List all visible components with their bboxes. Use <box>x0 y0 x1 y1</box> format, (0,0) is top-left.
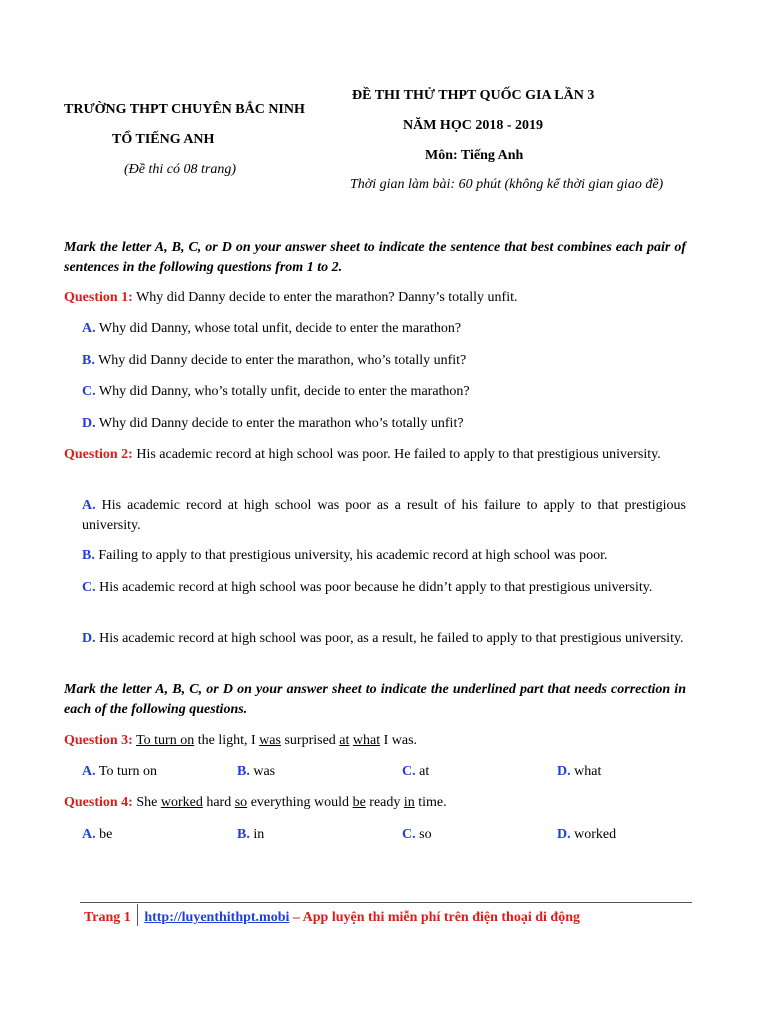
option-text: Why did Danny decide to enter the marathon who’s totally unfit? <box>98 416 464 431</box>
department-name: TỔ TIẾNG ANH <box>112 132 215 147</box>
underlined-part: To turn on <box>136 733 195 748</box>
sentence-text: She <box>136 795 161 810</box>
sentence-text: ready <box>365 795 404 810</box>
subject: Môn: Tiếng Anh <box>425 148 524 163</box>
underlined-part: what <box>352 733 381 748</box>
question-3-label: Question 3: <box>64 733 133 748</box>
page-footer <box>84 904 580 928</box>
q2-option-a[interactable] <box>82 496 686 536</box>
option-text: His academic record at high school was poor, as a result, he failed to apply to that prestigious university. <box>99 631 684 646</box>
option-label: D. <box>557 764 571 779</box>
q1-option-d[interactable] <box>82 414 686 434</box>
q3-option-b[interactable] <box>237 762 275 782</box>
option-label: C. <box>402 764 416 779</box>
time-note: Thời gian làm bài: 60 phút (không kể thời gian giao đề) <box>350 177 664 192</box>
question-4 <box>64 793 686 813</box>
option-text: at <box>419 764 430 779</box>
option-text: His academic record at high school was poor because he didn’t apply to that prestigious university. <box>99 580 653 595</box>
q3-option-d[interactable] <box>557 762 601 782</box>
option-label: D. <box>82 631 96 646</box>
option-text: what <box>574 764 602 779</box>
app-promo-text: – App luyện thi miễn phí trên điện thoại di động <box>289 910 580 925</box>
option-label: A. <box>82 827 96 842</box>
option-text: Why did Danny, whose total unfit, decide to enter the marathon? <box>98 321 462 336</box>
option-text: worked <box>574 827 617 842</box>
exam-title: ĐỀ THI THỬ THPT QUỐC GIA LẦN 3 <box>352 88 595 103</box>
q2-option-d[interactable] <box>82 629 686 649</box>
option-text: Why did Danny decide to enter the marathon, who’s totally unfit? <box>98 353 467 368</box>
question-1-text: Why did Danny decide to enter the marathon? Danny’s totally unfit. <box>136 290 518 305</box>
question-2-text: His academic record at high school was poor. He failed to apply to that prestigious university. <box>136 447 661 462</box>
q4-option-b[interactable] <box>237 825 264 845</box>
option-text: so <box>419 827 432 842</box>
option-text: be <box>99 827 113 842</box>
option-text: in <box>253 827 265 842</box>
q3-option-c[interactable] <box>402 762 429 782</box>
underlined-part: be <box>352 795 366 810</box>
option-label: A. <box>82 498 96 513</box>
q2-option-b[interactable] <box>82 546 686 566</box>
footer-separator <box>137 904 139 926</box>
page-number: Trang 1 <box>84 910 131 925</box>
option-text: His academic record at high school was poor as a result of his failure to apply to that prestigious university. <box>82 498 687 533</box>
section-1-instruction: Mark the letter A, B, C, or D on your answer sheet to indicate the sentence that best combines each pair of sentences in the following questions from 1 to 2. <box>64 240 686 275</box>
underlined-part: so <box>234 795 248 810</box>
school-year: NĂM HỌC 2018 - 2019 <box>403 118 543 133</box>
sentence-text: the light, I <box>194 733 260 748</box>
q2-option-c[interactable] <box>82 578 686 598</box>
q4-option-d[interactable] <box>557 825 616 845</box>
option-label: C. <box>82 384 96 399</box>
option-label: B. <box>237 764 250 779</box>
question-1-label: Question 1: <box>64 290 133 305</box>
q4-option-c[interactable] <box>402 825 432 845</box>
sentence-text: I was. <box>380 733 418 748</box>
q1-option-c[interactable] <box>82 382 686 402</box>
option-label: D. <box>82 416 96 431</box>
pages-note: (Đề thi có 08 trang) <box>124 162 236 177</box>
option-label: A. <box>82 764 96 779</box>
school-name: TRƯỜNG THPT CHUYÊN BẮC NINH <box>64 102 305 117</box>
option-text: was <box>253 764 276 779</box>
website-link[interactable]: http://luyenthithpt.mobi <box>144 910 290 925</box>
option-label: A. <box>82 321 96 336</box>
sentence-text: hard <box>202 795 235 810</box>
q3-option-a[interactable] <box>82 762 157 782</box>
option-label: C. <box>82 580 96 595</box>
q1-option-b[interactable] <box>82 351 686 371</box>
section-2-instruction: Mark the letter A, B, C, or D on your answer sheet to indicate the underlined part that needs correction in each of the following questions. <box>64 682 686 717</box>
q4-option-a[interactable] <box>82 825 112 845</box>
sentence-text: everything would <box>247 795 353 810</box>
underlined-part: worked <box>160 795 203 810</box>
option-label: B. <box>237 827 250 842</box>
question-2-label: Question 2: <box>64 447 133 462</box>
option-text: To turn on <box>98 764 158 779</box>
q1-option-a[interactable] <box>82 319 686 339</box>
underlined-part: in <box>403 795 415 810</box>
underlined-part: at <box>339 733 350 748</box>
sentence-text: time. <box>414 795 447 810</box>
option-label: D. <box>557 827 571 842</box>
sentence-text: surprised <box>280 733 340 748</box>
question-4-label: Question 4: <box>64 795 133 810</box>
question-2 <box>64 445 686 465</box>
option-label: B. <box>82 353 95 368</box>
underlined-part: was <box>259 733 281 748</box>
question-1 <box>64 288 686 308</box>
option-text: Failing to apply to that prestigious university, his academic record at high school was poor. <box>98 548 608 563</box>
question-3 <box>64 731 686 751</box>
option-text: Why did Danny, who’s totally unfit, decide to enter the marathon? <box>98 384 470 399</box>
footer-divider <box>80 902 692 903</box>
option-label: B. <box>82 548 95 563</box>
option-label: C. <box>402 827 416 842</box>
